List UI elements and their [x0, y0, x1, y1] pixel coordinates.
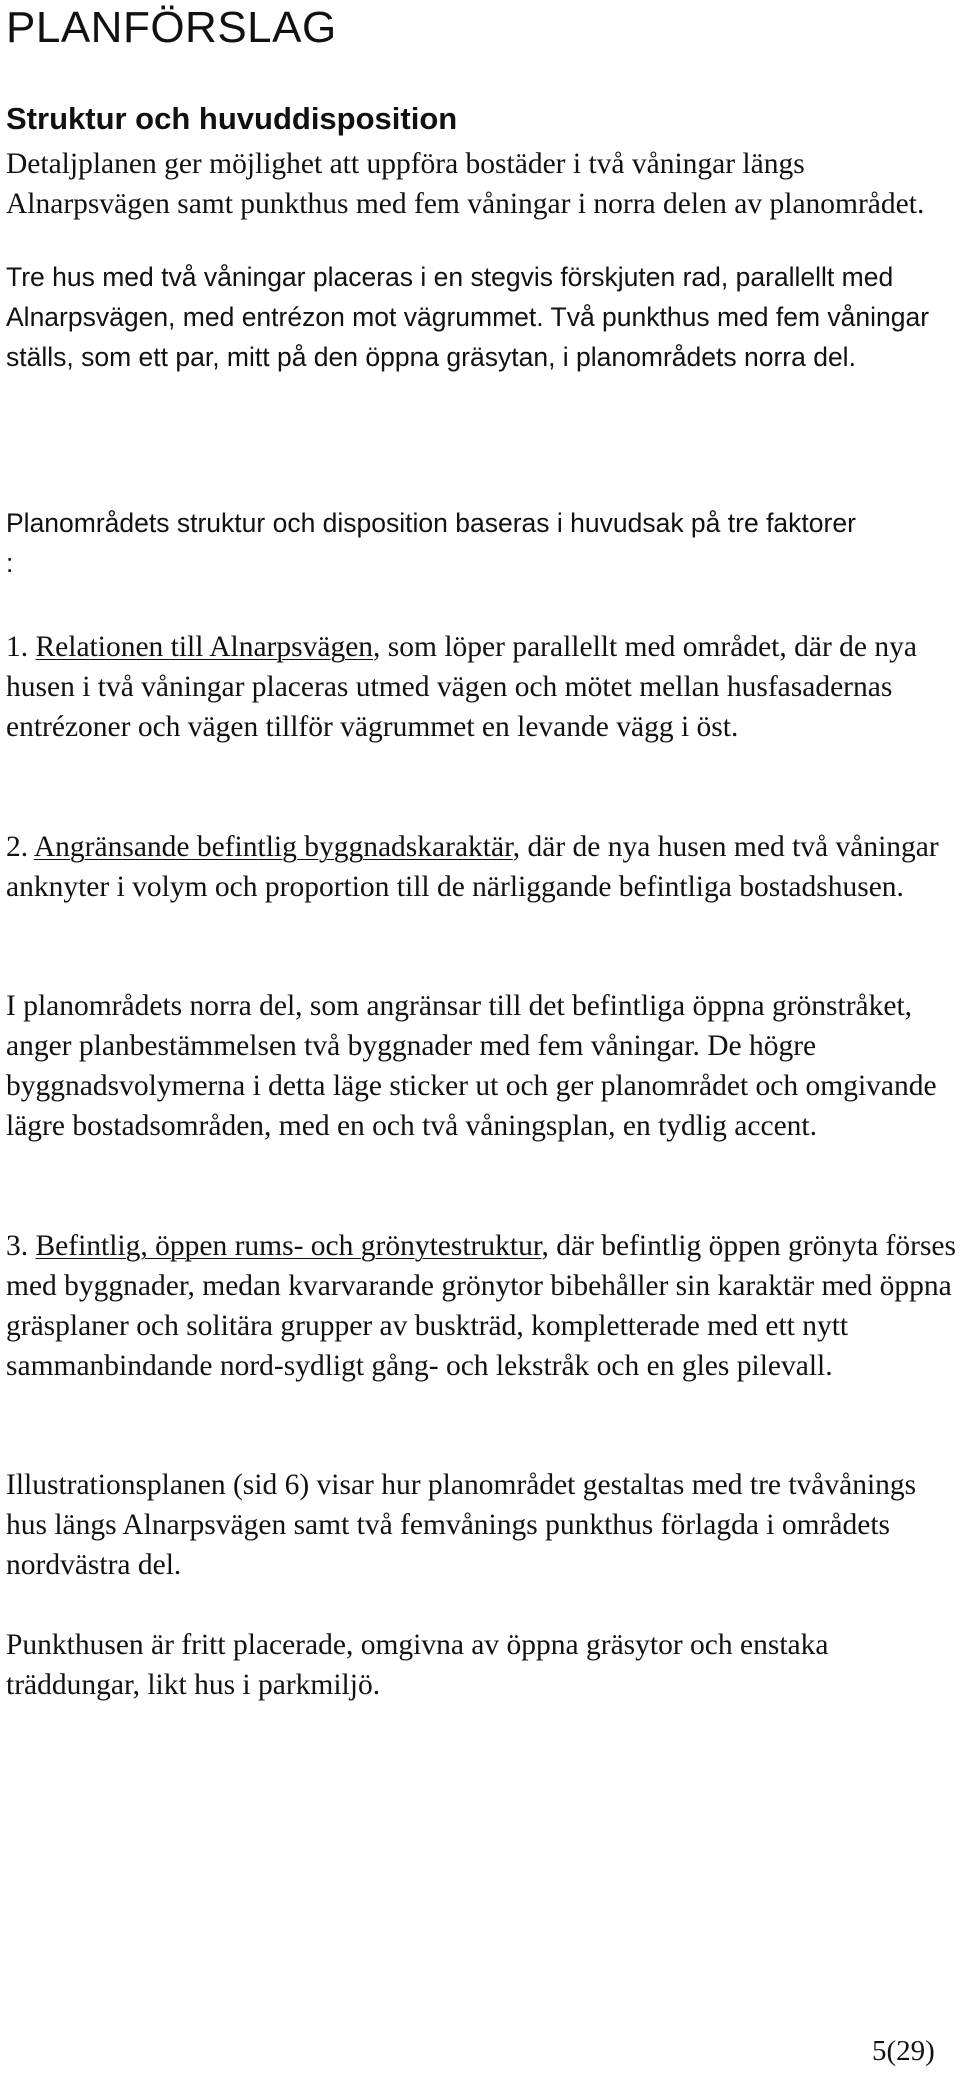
paragraph-factors-intro: Planområdets struktur och disposition baseras i huvudsak på tre faktorer :: [6, 508, 856, 578]
factor-text: , som löper parallellt med området, där de nya husen i två våningar placeras utmed vägen och mötet mellan husfasadernas entrézoner och vägen tillför vägrummet en levande vägg i öst.: [6, 631, 917, 743]
paragraph-intro: Detaljplanen ger möjlighet att uppföra bostäder i två våningar längs Alnarpsvägen samt punkthus med fem våningar i norra delen av planområdet.: [6, 148, 925, 220]
factor-item-1: [6, 627, 956, 747]
factor-number: 1.: [6, 631, 29, 663]
factor-text: , där befintlig öppen grönyta förses med byggnader, medan kvarvarande grönytor bibehåller sin karaktär med öppna gräsplaner och solitära grupper av buskträd, kompletterade med ett nytt sammanbindande nord-sydligt gång- och lekstråk och en gles pilevall.: [6, 1230, 956, 1382]
factor-number: 2.: [6, 831, 29, 863]
factor-name: Relationen till Alnarpsvägen: [35, 631, 374, 663]
paragraph-north: I planområdets norra del, som angränsar till det befintliga öppna grönstråket, anger planbestämmelsen två byggnader med fem våningar. De högre byggnadsvolymerna i detta läge sticker ut och ger planområdet och omgivande lägre bostadsområden, med en och två våningsplan, en tydlig accent.: [6, 990, 937, 1142]
factor-name: Angränsande befintlig byggnadskaraktär: [33, 831, 513, 863]
factor-name: Befintlig, öppen rums- och grönytestruktur: [35, 1230, 542, 1262]
paragraph-illustration: Illustrationsplanen (sid 6) visar hur planområdet gestaltas med tre tvåvånings hus längs Alnarpsvägen samt två femvånings punkthus förlagda i områdets nordvästra del.: [6, 1469, 917, 1581]
paragraph-point-houses: Punkthusen är fritt placerade, omgivna av öppna gräsytor och enstaka träddungar, likt hus i parkmiljö.: [6, 1629, 829, 1701]
page-number: 5(29): [872, 2035, 935, 2067]
factor-item-3: [6, 1226, 956, 1386]
factor-number: 3.: [6, 1230, 29, 1262]
factor-item-2: [6, 827, 956, 907]
factor-text: , där de nya husen med två våningar anknyter i volym och proportion till de närliggande befintliga bostadshusen.: [6, 831, 939, 903]
page-title: PLANFÖRSLAG: [6, 3, 337, 52]
section-heading: Struktur och huvuddisposition: [6, 101, 458, 136]
paragraph-buildings: Tre hus med två våningar placeras i en stegvis förskjuten rad, parallellt med Alnarpsvägen, med entrézon mot vägrummet. Två punkthus med fem våningar ställs, som ett par, mitt på den öppna gräsytan, i planområdets norra del.: [6, 262, 930, 372]
